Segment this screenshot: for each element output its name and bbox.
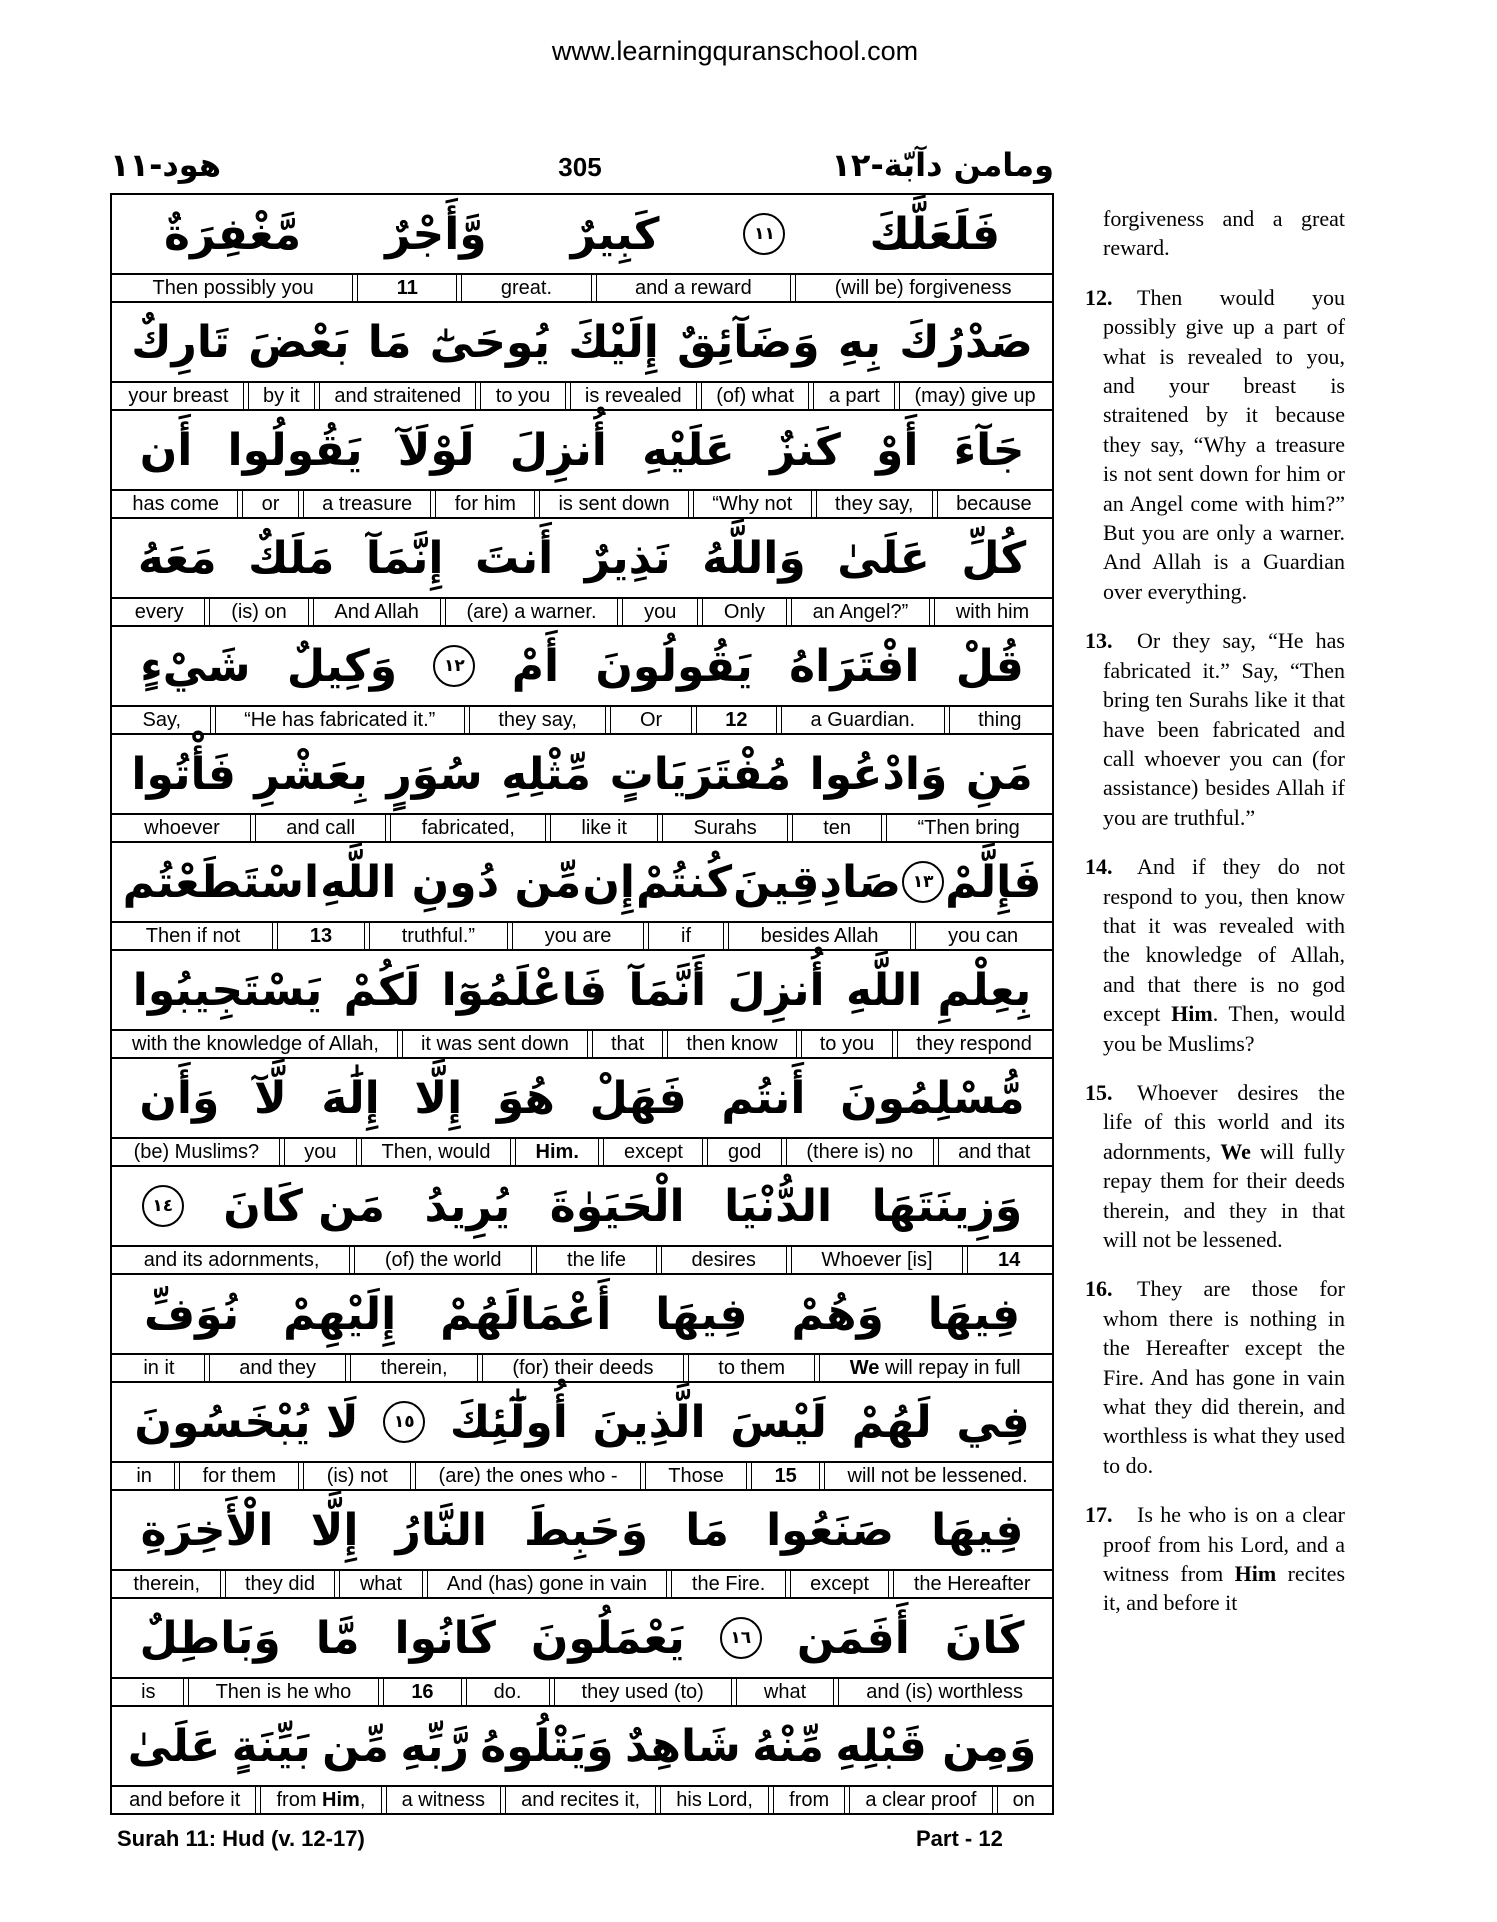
word-meaning-cell: And Allah	[313, 599, 441, 625]
word-meaning-cell: to them	[688, 1355, 816, 1381]
word-meaning-cell: they did	[225, 1571, 336, 1597]
arabic-word: وَكِيلٌ	[286, 640, 398, 692]
arabic-word: الَّذِينَ	[592, 1396, 706, 1448]
arabic-word: مَا	[685, 1504, 729, 1556]
word-meaning-cell: (is) not	[303, 1463, 411, 1489]
verse-translation	[1085, 1274, 1345, 1480]
word-meaning-cell: is sent down	[539, 491, 689, 517]
word-meaning-cell: thing	[949, 707, 1050, 733]
ayah-end-marker: ١٥	[383, 1401, 425, 1443]
arabic-word: لَا يُبْخَسُونَ	[134, 1396, 359, 1448]
word-meaning-cell: has come	[114, 491, 238, 517]
arabic-row	[112, 1167, 1052, 1247]
word-meaning-cell: you can	[915, 923, 1050, 949]
text-segment: from	[276, 1789, 323, 1811]
word-meaning-cell: they say,	[816, 491, 933, 517]
arabic-word: عَلَىٰ	[127, 1720, 221, 1772]
arabic-word: كَبِيرٌ	[570, 208, 660, 260]
word-meaning-cell: you are	[512, 923, 644, 949]
word-meaning-cell: the life	[536, 1247, 656, 1273]
arabic-word: إِنَّمَآ	[365, 532, 444, 584]
word-meaning-cell: (of) the world	[354, 1247, 532, 1273]
word-meaning-cell: they respond	[897, 1031, 1050, 1057]
ayah-number-cell: 13	[277, 923, 365, 949]
word-meaning-cell: that	[592, 1031, 663, 1057]
arabic-word: فِيهَا	[927, 1288, 1021, 1340]
verse-line	[112, 1167, 1052, 1275]
arabic-row	[112, 1491, 1052, 1571]
arabic-word: أُولَٰٓئِكَ	[449, 1396, 568, 1448]
arabic-word: صَنَعُوا	[766, 1504, 895, 1556]
word-meaning-cell: “Then bring	[886, 815, 1050, 841]
text-segment: They are those for whom there is nothing in the Hereafter except the Fire. And has gone in vain what they did therein, and worthless is what they used to do.	[1103, 1276, 1345, 1478]
arabic-word: شَيْءٍ	[140, 640, 251, 692]
verse-line	[112, 519, 1052, 627]
arabic-word: مِّنْهُ	[752, 1720, 825, 1772]
text-segment: Whoever desires the life of this world and its adornments,	[1103, 1079, 1345, 1164]
word-meaning-cell: in it	[114, 1355, 205, 1381]
footer-surah: Surah 11: Hud (v. 12-17)	[117, 1826, 365, 1851]
word-meaning-cell: except	[603, 1139, 703, 1165]
arabic-row	[112, 1275, 1052, 1355]
arabic-word: وَمِن قَبْلِهِ	[835, 1720, 1037, 1772]
verse-line	[112, 1059, 1052, 1167]
verse-line	[112, 195, 1052, 303]
arabic-word: لَوْلَآ	[397, 424, 475, 476]
word-meaning-cell: and before it	[114, 1787, 256, 1813]
verse-line	[112, 735, 1052, 843]
arabic-row	[112, 519, 1052, 599]
word-meaning-cell: a part	[813, 383, 895, 409]
word-meaning-cell: And (has) gone in vain	[427, 1571, 668, 1597]
arabic-word: فِيهَا	[931, 1504, 1024, 1556]
arabic-row	[112, 1707, 1052, 1787]
arabic-word: جَآءَ	[953, 424, 1025, 476]
arabic-word: وَزِينَتَهَا	[871, 1180, 1023, 1232]
arabic-word: أُنزِلَ	[509, 424, 607, 476]
text-segment: recites it, and before it	[1103, 1561, 1345, 1616]
word-meaning-cell: except	[790, 1571, 890, 1597]
verse-translation	[1085, 204, 1345, 263]
word-meaning-cell: (may) give up	[899, 383, 1050, 409]
word-meaning-cell: a clear proof	[849, 1787, 992, 1813]
translation-row	[112, 815, 1052, 843]
word-meaning-cell: (be) Muslims?	[114, 1139, 280, 1165]
text-segment: Then would you possibly give up a part of what is revealed to you, and your breast is straitened by it because they say, “Why a treasure is not sent down for him or an Angel come with him?” But you are only a warner. And Allah is a Guardian over everything.	[1103, 284, 1345, 604]
verse-translation	[1085, 852, 1345, 1058]
word-meaning-cell: therein,	[114, 1571, 221, 1597]
word-meaning-cell: god	[707, 1139, 781, 1165]
arabic-word: أَفَمَن	[796, 1612, 910, 1664]
word-meaning-cell: a Guardian.	[781, 707, 945, 733]
arabic-word: أُنزِلَ	[727, 964, 825, 1016]
arabic-word: بَيِّنَةٍ	[231, 1720, 311, 1772]
verse-number: 14.	[1085, 854, 1113, 880]
verse-translation	[1085, 626, 1345, 832]
translation-row	[112, 1139, 1052, 1167]
word-meaning-cell	[515, 1139, 599, 1165]
word-meaning-cell: you	[622, 599, 698, 625]
arabic-word: مُفْتَرَيَاتٍ	[609, 748, 792, 800]
ayah-end-marker: ١١	[743, 213, 785, 255]
arabic-word: عَلَىٰ	[837, 532, 930, 584]
word-meaning-cell: besides Allah	[728, 923, 911, 949]
arabic-word: إِلَيْهِمْ	[283, 1288, 397, 1340]
word-meaning-cell: a witness	[386, 1787, 502, 1813]
arabic-word: أَن	[139, 424, 193, 476]
ayah-end-marker: ١٤	[142, 1185, 184, 1227]
translation-row	[112, 1679, 1052, 1707]
word-meaning-cell: what	[339, 1571, 422, 1597]
arabic-word: كَنزٌ	[769, 424, 841, 476]
word-meaning-cell: (there is) no	[786, 1139, 934, 1165]
translation-column	[1085, 204, 1345, 1638]
arabic-word: النَّارُ	[395, 1504, 487, 1556]
arabic-word: تَارِكٌ	[131, 316, 230, 368]
arabic-word: أَوْ	[876, 424, 919, 476]
arabic-word: إِلَيْكَ	[568, 316, 659, 368]
verse-number: 13.	[1085, 628, 1113, 654]
word-meaning-cell: like it	[550, 815, 658, 841]
arabic-word: فِيهَا	[655, 1288, 748, 1340]
verse-number: 15.	[1085, 1079, 1113, 1105]
word-meaning-cell: (for) their deeds	[482, 1355, 684, 1381]
ayah-number-cell: 15	[751, 1463, 820, 1489]
arabic-row	[112, 1383, 1052, 1463]
arabic-word: صَادِقِينَ	[733, 856, 902, 908]
word-meaning-cell: if	[648, 923, 724, 949]
arabic-row	[112, 411, 1052, 491]
verse-line	[112, 951, 1052, 1059]
arabic-word: يَعْمَلُونَ	[530, 1612, 685, 1664]
arabic-word: وَّأَجْرٌ	[385, 208, 487, 260]
word-meaning-cell: will not be lessened.	[824, 1463, 1050, 1489]
word-meaning-cell: therein,	[350, 1355, 478, 1381]
arabic-word: مَلَكٌ	[248, 532, 335, 584]
arabic-word: فَلَعَلَّكَ	[869, 208, 1001, 260]
arabic-word: لَّآ	[253, 1072, 287, 1124]
translation-row	[112, 1355, 1052, 1383]
arabic-word: عَلَيْهِ	[642, 424, 735, 476]
arabic-word: نُوَفِّ	[143, 1288, 240, 1340]
word-meaning-cell: Then is he who	[188, 1679, 380, 1705]
word-meaning-cell: is revealed	[570, 383, 697, 409]
word-meaning-cell: great.	[461, 275, 591, 301]
arabic-word: فَاعْلَمُوٓا	[441, 964, 608, 1016]
verse-line	[112, 1707, 1052, 1813]
arabic-word: نَذِيرٌ	[584, 532, 671, 584]
arabic-word: إِلَٰهَ	[321, 1072, 380, 1124]
word-meaning-cell: they say,	[469, 707, 607, 733]
word-meaning-cell: fabricated,	[390, 815, 546, 841]
arabic-row	[112, 195, 1052, 275]
word-meaning-cell: (is) on	[209, 599, 308, 625]
word-meaning-cell: his Lord,	[660, 1787, 769, 1813]
ayah-end-marker: ١٦	[720, 1617, 762, 1659]
arabic-word: كُلِّ	[961, 532, 1027, 584]
text-segment: will fully repay them for their deeds therein, and they in that will not be lessened.	[1103, 1138, 1345, 1252]
arabic-word: يَقُولُوا	[227, 424, 363, 476]
arabic-word: بِعَشْرِ	[254, 748, 368, 800]
word-meaning-cell: and call	[255, 815, 386, 841]
word-meaning-cell: and that	[938, 1139, 1050, 1165]
arabic-word: افْتَرَاهُ	[789, 640, 920, 692]
translation-row	[112, 275, 1052, 303]
word-meaning-cell: (will be) forgiveness	[795, 275, 1050, 301]
ayah-number-cell: 14	[967, 1247, 1050, 1273]
arabic-word: أَعْمَالَهُمْ	[440, 1288, 612, 1340]
verse-line	[112, 303, 1052, 411]
verse-translation	[1085, 1500, 1345, 1618]
translation-row	[112, 1247, 1052, 1275]
arabic-word: لَيْسَ	[730, 1396, 827, 1448]
word-meaning-cell: truthful.”	[369, 923, 508, 949]
verse-number: 12.	[1085, 284, 1113, 310]
word-meaning-cell: “He has fabricated it.”	[215, 707, 465, 733]
translation-row	[112, 923, 1052, 951]
arabic-word: فِي	[956, 1396, 1030, 1448]
translation-row	[112, 1463, 1052, 1491]
word-meaning-cell: what	[736, 1679, 834, 1705]
footer-part: Part - 12	[916, 1826, 1003, 1851]
arabic-row	[112, 951, 1052, 1031]
arabic-word: كُنتُمْ	[636, 856, 733, 908]
arabic-word: وَيَتْلُوهُ	[480, 1720, 614, 1772]
verse-line	[112, 627, 1052, 735]
word-meaning-cell: then know	[667, 1031, 796, 1057]
arabic-word: إِلَّا	[414, 1072, 463, 1124]
word-meaning-cell: whoever	[114, 815, 251, 841]
translation-row	[112, 599, 1052, 627]
word-meaning-cell: on	[997, 1787, 1050, 1813]
verse-line	[112, 1599, 1052, 1707]
arabic-word: بِعِلْمِ اللَّهِ	[845, 964, 1032, 1016]
word-meaning-cell: “Why not	[693, 491, 812, 517]
word-meaning-cell: from	[773, 1787, 845, 1813]
verse-line	[112, 1491, 1052, 1599]
word-meaning-cell	[819, 1355, 1050, 1381]
word-meaning-cell: because	[937, 491, 1050, 517]
arabic-word: بَعْضَ	[248, 316, 350, 368]
arabic-word: وَاللَّهُ	[702, 532, 806, 584]
word-meaning-cell: and straitened	[319, 383, 476, 409]
arabic-word: سُوَرٍ	[386, 748, 483, 800]
bold-text: We	[849, 1357, 880, 1379]
arabic-word: وَأَن	[139, 1072, 220, 1124]
word-meaning-cell: (are) a warner.	[445, 599, 619, 625]
arabic-word: الْأَخِرَةِ	[140, 1504, 274, 1556]
word-meaning-cell: (of) what	[701, 383, 809, 409]
text-segment: ,	[359, 1789, 366, 1811]
word-meaning-cell: for them	[179, 1463, 299, 1489]
arabic-word: شَاهِدٌ	[625, 1720, 741, 1772]
word-meaning-cell: your breast	[114, 383, 244, 409]
word-meaning-cell: Only	[702, 599, 787, 625]
arabic-word: وَبَاطِلٌ	[139, 1612, 281, 1664]
page-number: 305	[558, 152, 602, 182]
text-segment: Is he who is on a clear proof from his Lord, and a witness from	[1103, 1502, 1345, 1587]
arabic-row	[112, 1059, 1052, 1139]
bold-text: Him.	[535, 1141, 579, 1163]
arabic-word: وَادْعُوا	[809, 748, 948, 800]
word-meaning-cell: and recites it,	[505, 1787, 656, 1813]
word-meaning-cell: they used (to)	[554, 1679, 732, 1705]
word-meaning-cell: the Hereafter	[893, 1571, 1050, 1597]
verse-line	[112, 1383, 1052, 1491]
arabic-row	[112, 1599, 1052, 1679]
arabic-word: إِن	[582, 856, 635, 908]
verse-line	[112, 1275, 1052, 1383]
surah-header: هود-١١	[110, 146, 222, 184]
arabic-word: كَانَ	[944, 1612, 1025, 1664]
site-url: www.learningquranschool.com	[551, 36, 919, 66]
arabic-word: أَنتُم	[721, 1072, 806, 1124]
arabic-word: هُوَ	[496, 1072, 555, 1124]
word-meaning-cell: and its adornments,	[114, 1247, 350, 1273]
word-meaning-cell: (are) the ones who -	[415, 1463, 641, 1489]
arabic-word: وَحَبِطَ	[524, 1504, 649, 1556]
word-meaning-cell: to you	[801, 1031, 894, 1057]
translation-row	[112, 1031, 1052, 1059]
arabic-word: يَقُولُونَ	[595, 640, 753, 692]
ayah-number-cell: 16	[383, 1679, 461, 1705]
ayah-end-marker: ١٣	[902, 861, 944, 903]
ayah-number-cell: 12	[696, 707, 777, 733]
verse-line	[112, 843, 1052, 951]
translation-row	[112, 1571, 1052, 1599]
arabic-word: اسْتَطَعْتُم	[122, 856, 320, 908]
word-meaning-cell: you	[284, 1139, 357, 1165]
arabic-word: وَضَآئِقٌ	[677, 316, 820, 368]
word-meaning-cell: Or	[610, 707, 691, 733]
word-meaning-cell: to you	[480, 383, 565, 409]
verse-line	[112, 411, 1052, 519]
word-meaning-cell: in	[114, 1463, 175, 1489]
translation-row	[112, 491, 1052, 519]
word-meaning-cell: every	[114, 599, 205, 625]
arabic-word: مَعَهُ	[137, 532, 217, 584]
word-meaning-cell: Say,	[114, 707, 211, 733]
arabic-word: إِلَّا	[310, 1504, 359, 1556]
word-meaning-cell: and they	[209, 1355, 347, 1381]
word-meaning-cell: Then if not	[114, 923, 273, 949]
text-segment: And if they do not respond to you, then know that it was revealed with the knowledge of Allah, and that there is no god except	[1103, 854, 1345, 1027]
word-meaning-cell: an Angel?”	[791, 599, 930, 625]
bold-text: Him	[1171, 1001, 1213, 1027]
arabic-word: مَّغْفِرَةٌ	[164, 208, 302, 260]
ayah-number-cell: 11	[357, 275, 457, 301]
bold-text: Him	[322, 1789, 360, 1811]
word-meaning-cell: is	[114, 1679, 184, 1705]
juz-header: ومامن دآبّة-١٢	[831, 146, 1054, 184]
arabic-word: أَنَّمَآ	[628, 964, 707, 1016]
arabic-word: لَهُمْ	[851, 1396, 932, 1448]
word-by-word-table	[110, 193, 1054, 1815]
word-meaning-cell: and a reward	[596, 275, 792, 301]
bold-text: Him	[1234, 1561, 1277, 1587]
word-meaning-cell: the Fire.	[671, 1571, 785, 1597]
word-meaning-cell: a treasure	[303, 491, 432, 517]
arabic-word: الدُّنْيَا	[724, 1180, 833, 1232]
verse-translation	[1085, 1078, 1345, 1254]
verse-translation	[1085, 283, 1345, 606]
arabic-word: أَمْ	[511, 640, 560, 692]
word-meaning-cell: ten	[792, 815, 882, 841]
text-segment: . Then, would you be Muslims?	[1103, 1001, 1346, 1056]
bold-text: We	[1220, 1138, 1251, 1164]
arabic-word: يُرِيدُ	[424, 1180, 511, 1232]
word-meaning-cell	[260, 1787, 381, 1813]
word-meaning-cell: Whoever [is]	[791, 1247, 964, 1273]
arabic-word: كَانُوا	[394, 1612, 496, 1664]
arabic-word: قُلْ	[955, 640, 1024, 692]
arabic-word: مَّا	[315, 1612, 360, 1664]
word-meaning-cell: by it	[248, 383, 315, 409]
arabic-row	[112, 843, 1052, 923]
translation-row	[112, 707, 1052, 735]
arabic-word: مُّسْلِمُونَ	[840, 1072, 1025, 1124]
word-meaning-cell: do.	[466, 1679, 550, 1705]
text-segment: forgiveness and a great reward.	[1103, 206, 1345, 261]
arabic-word: فَهَلْ	[589, 1072, 687, 1124]
word-meaning-cell: desires	[661, 1247, 787, 1273]
arabic-word: بِهِ	[837, 316, 882, 368]
word-meaning-cell: it was sent down	[402, 1031, 588, 1057]
arabic-word: مَا	[367, 316, 412, 368]
arabic-word: فَأْتُوا	[131, 748, 236, 800]
word-meaning-cell: and (is) worthless	[838, 1679, 1050, 1705]
arabic-row	[112, 627, 1052, 707]
arabic-word: صَدْرُكَ	[899, 316, 1033, 368]
ayah-end-marker: ١٢	[433, 645, 475, 687]
arabic-word: الْحَيَوٰةَ	[549, 1180, 685, 1232]
translation-row	[112, 383, 1052, 411]
word-meaning-cell: for him	[435, 491, 535, 517]
text-segment: Or they say, “He has fabricated it.” Say, “Then bring ten Surahs like it that have been fabricated and call whoever you can (for assistance) besides Allah if you are truthful.”	[1103, 628, 1345, 830]
arabic-word: أَنتَ	[475, 532, 554, 584]
verse-number: 16.	[1085, 1276, 1113, 1302]
word-meaning-cell: Surahs	[662, 815, 788, 841]
text-segment: will repay in full	[879, 1357, 1021, 1379]
word-meaning-cell: Then, would	[361, 1139, 511, 1165]
arabic-word: وَهُمْ	[791, 1288, 884, 1340]
arabic-word: فَإِلَّمْ	[945, 856, 1042, 908]
arabic-word: مَن كَانَ	[223, 1180, 386, 1232]
arabic-word: رَّبِّهِ	[400, 1720, 469, 1772]
word-meaning-cell: with the knowledge of Allah,	[114, 1031, 398, 1057]
word-meaning-cell: or	[242, 491, 298, 517]
arabic-word: مَنِ	[965, 748, 1033, 800]
arabic-word: يُوحَىٰٓ	[429, 316, 551, 368]
arabic-word: مِّن دُونِ اللَّهِ	[320, 856, 582, 908]
arabic-row	[112, 303, 1052, 383]
arabic-row	[112, 735, 1052, 815]
arabic-word: لَكُمْ	[343, 964, 421, 1016]
word-meaning-cell: Then possibly you	[114, 275, 353, 301]
word-meaning-cell: Those	[645, 1463, 747, 1489]
arabic-word: مِّن	[322, 1720, 389, 1772]
word-meaning-cell: with him	[934, 599, 1050, 625]
arabic-word: مِّثْلِهِ	[501, 748, 592, 800]
translation-row	[112, 1787, 1052, 1813]
verse-number: 17.	[1085, 1502, 1113, 1528]
arabic-word: يَسْتَجِيبُوا	[132, 964, 323, 1016]
